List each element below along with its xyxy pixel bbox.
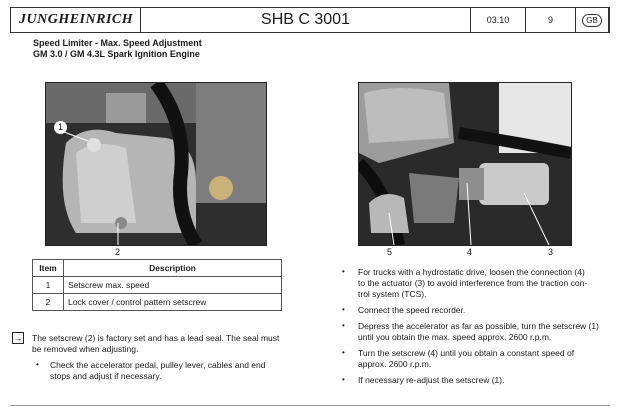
section-title: Speed Limiter - Max. Speed Adjustment bbox=[33, 38, 202, 48]
right-bullet-1-line-2: to the actuator (3) to avoid interference from the traction con- bbox=[358, 278, 588, 288]
note-text-line-1: The setscrew (2) is factory set and has a lead seal. The seal must bbox=[32, 333, 280, 343]
document-id: SHB C 3001 bbox=[141, 8, 471, 32]
callout-2: 2 bbox=[115, 247, 121, 257]
right-bullet-3-line-1: Depress the accelerator as far as possible, turn the setscrew (1) bbox=[358, 321, 599, 331]
note-arrow-icon: → bbox=[13, 333, 23, 343]
language-badge bbox=[576, 8, 609, 32]
item-number: 1 bbox=[33, 277, 64, 294]
callout-4: 4 bbox=[467, 247, 473, 257]
section-subtitle: GM 3.0 / GM 4.3L Spark Ignition Engine bbox=[33, 49, 200, 59]
table-header-row bbox=[33, 260, 282, 277]
right-bullet-4-line-2: approx. 2600 r.p.m. bbox=[358, 359, 432, 369]
right-bullet-1-line-3: trol system (TCS). bbox=[358, 289, 427, 299]
language-code: GB bbox=[582, 14, 602, 27]
callout-1: 1 bbox=[54, 121, 67, 134]
callout-5: 5 bbox=[387, 247, 393, 257]
engine-photo-left-art bbox=[46, 83, 266, 245]
bullet-icon: • bbox=[342, 305, 345, 314]
bullet-icon: • bbox=[36, 360, 39, 369]
right-bullet-1-line-1: For trucks with a hydrostatic drive, loosen the connection (4) bbox=[358, 267, 585, 277]
item-description: Lock cover / control pattern setscrew bbox=[64, 294, 282, 311]
callout-3: 3 bbox=[548, 247, 554, 257]
document-date: 03.10 bbox=[471, 8, 526, 32]
item-table bbox=[32, 259, 282, 311]
engine-photo-left bbox=[45, 82, 267, 246]
note-text-line-2: be removed when adjusting. bbox=[32, 344, 139, 354]
engine-photo-right-art bbox=[359, 83, 571, 245]
left-bullet-line-2: stops and adjust if necessary. bbox=[50, 371, 162, 381]
right-bullet-5-line-1: If necessary re-adjust the setscrew (1). bbox=[358, 375, 505, 385]
left-bullet-line-1: Check the accelerator pedal, pulley lever, cables and end bbox=[50, 360, 266, 370]
right-bullet-3-line-2: until you obtain the max. speed approx. 2600 r.p.m. bbox=[358, 332, 552, 342]
page-number: 9 bbox=[526, 8, 576, 32]
page-header bbox=[10, 7, 610, 33]
column-header-item: Item bbox=[33, 260, 64, 277]
bullet-icon: • bbox=[342, 375, 345, 384]
table-row bbox=[33, 277, 282, 294]
right-bullet-4-line-1: Turn the setscrew (4) until you obtain a constant speed of bbox=[358, 348, 575, 358]
column-header-description: Description bbox=[64, 260, 282, 277]
bullet-icon: • bbox=[342, 267, 345, 276]
right-bullet-2-line-1: Connect the speed recorder. bbox=[358, 305, 466, 315]
table-row bbox=[33, 294, 282, 311]
bullet-icon: • bbox=[342, 321, 345, 330]
brand-logo: JUNGHEINRICH bbox=[11, 8, 141, 32]
item-number: 2 bbox=[33, 294, 64, 311]
item-description: Setscrew max. speed bbox=[64, 277, 282, 294]
engine-photo-right bbox=[358, 82, 572, 246]
bullet-icon: • bbox=[342, 348, 345, 357]
footer-divider bbox=[10, 405, 610, 406]
